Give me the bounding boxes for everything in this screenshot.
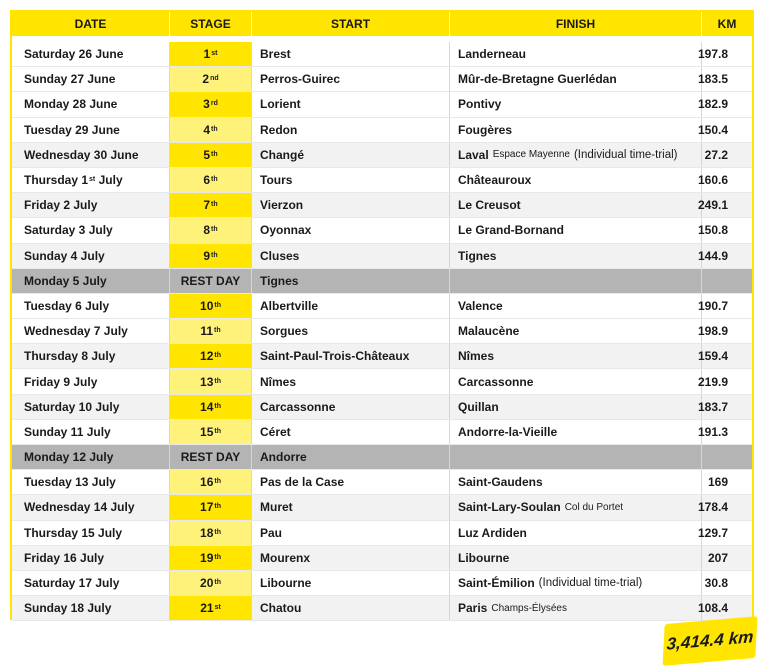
stage-cell: 5 th [170,143,252,167]
km-cell [697,319,752,343]
finish-remark: (Individual time-trial) [573,148,678,161]
km-value: 108.4 [697,601,728,616]
date-cell [12,42,170,66]
start-cell [252,395,450,419]
stage-number: 16 [200,475,214,490]
stage-cell: 2 nd [170,67,252,91]
start-town: Vierzon [260,198,304,213]
start-town: Saint-Paul-Trois-Châteaux [260,349,410,364]
finish-cell [450,143,702,167]
date-text: Friday 16 July [24,550,105,565]
date-text: Wednesday 7 July [24,324,128,339]
finish-cell [450,67,702,91]
km-cell [697,344,752,368]
stage-number: REST DAY [180,450,241,465]
finish-cell [450,244,702,268]
stage-number: 3 [203,97,210,112]
finish-town: Carcassonne [458,374,534,389]
km-value: 150.4 [697,122,728,137]
start-cell [252,143,450,167]
finish-town: Luz Ardiden [458,525,527,540]
stage-cell: 1 st [170,42,252,66]
start-cell [252,92,450,116]
date-text: Friday 2 July [24,198,98,213]
start-cell [252,420,450,444]
stage-number: 15 [200,424,214,439]
date-month: July [95,173,123,188]
km-value: 144.9 [697,248,728,263]
finish-note: Espace Mayenne [492,149,570,161]
date-cell [12,319,170,343]
start-cell [252,244,450,268]
finish-cell [450,193,702,217]
date-cell [12,294,170,318]
date-text: Saturday 3 July [24,223,113,238]
km-value: 160.6 [697,173,728,188]
total-distance: 3,414.4 km [666,627,754,654]
km-cell [697,369,752,393]
stage-cell: 21 st [170,596,252,620]
table-row [12,495,752,520]
km-value: 178.4 [697,500,728,515]
stage-number: 1 [203,47,211,62]
km-cell [697,218,752,242]
stage-number: 8 [203,223,211,238]
finish-town: Saint-Émilion [458,576,535,591]
date-cell [12,546,170,570]
date-cell [12,470,170,494]
km-cell [697,168,752,192]
stage-cell: 16 th [170,470,252,494]
stage-number: 4 [203,122,211,137]
date-cell [12,244,170,268]
date-cell [12,495,170,519]
km-value: 190.7 [697,298,728,313]
table-row [12,244,752,269]
start-cell [252,319,450,343]
finish-remark: (Individual time-trial) [538,577,643,590]
start-town: Albertville [260,298,319,313]
finish-cell [450,294,702,318]
date-cell [12,269,170,293]
start-town: Andorre [260,450,307,465]
start-cell [252,193,450,217]
date-text: Sunday 27 June [24,72,116,87]
finish-town: Mûr-de-Bretagne Guerlédan [458,72,617,87]
km-value: 150.8 [697,223,728,238]
date-cell [12,571,170,595]
start-town: Carcassonne [260,399,336,414]
start-cell [252,571,450,595]
km-value: 183.5 [697,72,728,87]
km-cell [697,420,752,444]
stage-number: 14 [200,399,214,414]
table-header [12,12,752,36]
start-cell [252,118,450,142]
date-cell [12,218,170,242]
table-row [12,395,752,420]
stage-number: 17 [200,500,214,515]
finish-town: Andorre-la-Vieille [458,424,558,439]
date-cell [12,369,170,393]
stage-cell: 11 th [170,319,252,343]
table-row [12,143,752,168]
header-date: DATE [12,12,170,36]
date-text: Saturday 17 July [24,576,120,591]
start-town: Redon [260,122,298,137]
start-town: Libourne [260,576,312,591]
km-cell [697,67,752,91]
start-cell [252,369,450,393]
finish-cell [450,470,702,494]
stage-number: 12 [200,349,214,364]
km-cell [702,571,752,595]
stage-cell [170,269,252,293]
start-cell [252,596,450,620]
date-cell: Thursday 1 st July [12,168,170,192]
date-cell [12,143,170,167]
stage-cell: 20 th [170,571,252,595]
start-cell [252,67,450,91]
finish-town: Valence [458,298,503,313]
km-value: 129.7 [697,525,728,540]
finish-cell [450,571,702,595]
table-row [12,420,752,445]
date-text: Thursday 1 [24,173,89,188]
start-town: Céret [260,424,291,439]
km-cell [702,445,752,469]
date-cell [12,92,170,116]
km-value: 159.4 [697,349,728,364]
stage-number: 7 [203,198,211,213]
finish-cell [450,92,702,116]
stage-cell: 8 th [170,218,252,242]
finish-town: Pontivy [458,97,502,112]
date-text: Tuesday 13 July [24,475,116,490]
table-row [12,42,752,67]
start-town: Muret [260,500,293,515]
stage-cell: 17 th [170,495,252,519]
start-town: Changé [260,147,305,162]
stage-cell: 12 th [170,344,252,368]
finish-town: Landerneau [458,47,527,62]
start-town: Tours [260,173,293,188]
table-row [12,168,752,193]
table-row [12,218,752,243]
finish-cell [450,319,702,343]
finish-town: Fougères [458,122,513,137]
table-row [12,470,752,495]
finish-town: Tignes [458,248,497,263]
date-cell [12,118,170,142]
km-value: 207 [707,550,728,565]
stage-number: 11 [200,324,214,339]
stage-cell: 4 th [170,118,252,142]
date-text: Friday 9 July [24,374,98,389]
start-town: Lorient [260,97,301,112]
table-row [12,294,752,319]
finish-cell [450,521,702,545]
finish-cell [450,420,702,444]
date-cell [12,344,170,368]
start-cell [252,168,450,192]
stage-cell: 10 th [170,294,252,318]
finish-cell [450,395,702,419]
km-cell [702,269,752,293]
finish-town: Châteauroux [458,173,532,188]
stage-number: 21 [200,601,214,616]
start-town: Nîmes [260,374,297,389]
finish-town: Le Creusot [458,198,521,213]
stage-number: 5 [203,147,211,162]
table-row [12,193,752,218]
km-value: 30.8 [704,576,728,591]
finish-cell [450,596,702,620]
stage-cell: 3 rd [170,92,252,116]
finish-note: Col du Portet [564,501,624,513]
date-text: Sunday 18 July [24,601,112,616]
start-cell [252,42,450,66]
finish-cell [450,445,702,469]
date-text: Wednesday 30 June [24,147,139,162]
stage-number: 20 [200,576,214,591]
km-cell [697,193,752,217]
date-cell [12,420,170,444]
start-town: Cluses [260,248,300,263]
finish-cell [450,168,702,192]
finish-town: Laval [458,147,489,162]
table-row [12,319,752,344]
header-stage: STAGE [170,12,252,36]
start-cell [252,218,450,242]
date-text: Sunday 4 July [24,248,105,263]
date-text: Thursday 8 July [24,349,116,364]
finish-cell [450,218,702,242]
header-start: START [252,12,450,36]
finish-cell [450,269,702,293]
km-value: 249.1 [697,198,728,213]
date-cell [12,521,170,545]
km-value: 183.7 [697,399,728,414]
km-cell [702,143,752,167]
finish-cell [450,344,702,368]
stage-cell: 9 th [170,244,252,268]
start-town: Oyonnax [260,223,312,238]
stage-cell: 13 th [170,369,252,393]
table-row [12,118,752,143]
date-text: Thursday 15 July [24,525,123,540]
finish-town: Saint-Lary-Soulan [458,500,561,515]
km-value: 27.2 [704,147,728,162]
table-body [12,42,752,621]
stage-cell [170,445,252,469]
table-row [12,571,752,596]
start-cell [252,521,450,545]
date-text: Tuesday 6 July [24,298,110,313]
stage-schedule-table [10,10,754,620]
stage-number: 9 [203,248,211,263]
km-cell [697,395,752,419]
start-town: Chatou [260,601,302,616]
start-cell [252,495,450,519]
rest-day-row [12,269,752,294]
start-town: Perros-Guirec [260,72,341,87]
finish-town: Malaucène [458,324,520,339]
date-cell [12,395,170,419]
header-km: KM [717,17,737,31]
stage-number: 18 [200,525,214,540]
km-value: 169 [707,475,728,490]
finish-cell [450,42,702,66]
start-town: Brest [260,47,291,62]
stage-cell: 6 th [170,168,252,192]
stage-cell: 7 th [170,193,252,217]
date-cell [12,67,170,91]
stage-number: 19 [200,550,214,565]
start-town: Sorgues [260,324,309,339]
stage-cell: 18 th [170,521,252,545]
start-cell [252,470,450,494]
km-cell [697,495,752,519]
km-value: 198.9 [697,324,728,339]
km-cell [702,470,752,494]
stage-number: 6 [203,173,211,188]
finish-cell [450,546,702,570]
date-text: Monday 5 July [24,273,107,288]
start-town: Mourenx [260,550,311,565]
km-cell [697,294,752,318]
date-text: Wednesday 14 July [24,500,135,515]
km-cell [697,244,752,268]
km-value: 182.9 [697,97,728,112]
start-cell [252,344,450,368]
stage-cell: 15 th [170,420,252,444]
start-town: Pas de la Case [260,475,345,490]
finish-town: Paris [458,601,488,616]
table-row [12,92,752,117]
table-row [12,596,752,621]
stage-number: REST DAY [180,273,241,288]
km-cell [697,42,752,66]
table-row [12,546,752,571]
stage-cell: 19 th [170,546,252,570]
finish-cell [450,495,702,519]
table-row [12,369,752,394]
finish-town: Libourne [458,550,510,565]
stage-number: 2 [202,72,210,87]
finish-town: Nîmes [458,349,495,364]
finish-town: Saint-Gaudens [458,475,543,490]
finish-note: Champs-Élysées [491,602,567,614]
km-value: 219.9 [697,374,728,389]
start-cell [252,269,450,293]
km-value: 197.8 [697,47,728,62]
rest-day-row [12,445,752,470]
date-text: Saturday 10 July [24,399,120,414]
stage-number: 13 [200,374,214,389]
finish-cell [450,369,702,393]
finish-cell [450,118,702,142]
start-cell [252,546,450,570]
date-cell [12,193,170,217]
stage-number: 10 [200,298,214,313]
finish-town: Quillan [458,399,499,414]
km-cell [702,546,752,570]
date-text: Monday 28 June [24,97,118,112]
date-text: Tuesday 29 June [24,122,120,137]
start-town: Tignes [260,273,299,288]
km-cell [697,92,752,116]
km-cell [697,118,752,142]
km-cell [697,521,752,545]
start-cell [252,445,450,469]
finish-town: Le Grand-Bornand [458,223,565,238]
date-text: Saturday 26 June [24,47,124,62]
table-row [12,344,752,369]
km-value: 191.3 [697,424,728,439]
date-text: Sunday 11 July [24,424,111,439]
table-row [12,521,752,546]
table-row [12,67,752,92]
start-town: Pau [260,525,283,540]
date-cell [12,596,170,620]
start-cell [252,294,450,318]
date-cell [12,445,170,469]
total-distance-badge [663,616,758,666]
stage-cell: 14 th [170,395,252,419]
date-text: Monday 12 July [24,450,114,465]
header-finish: FINISH [450,12,702,36]
